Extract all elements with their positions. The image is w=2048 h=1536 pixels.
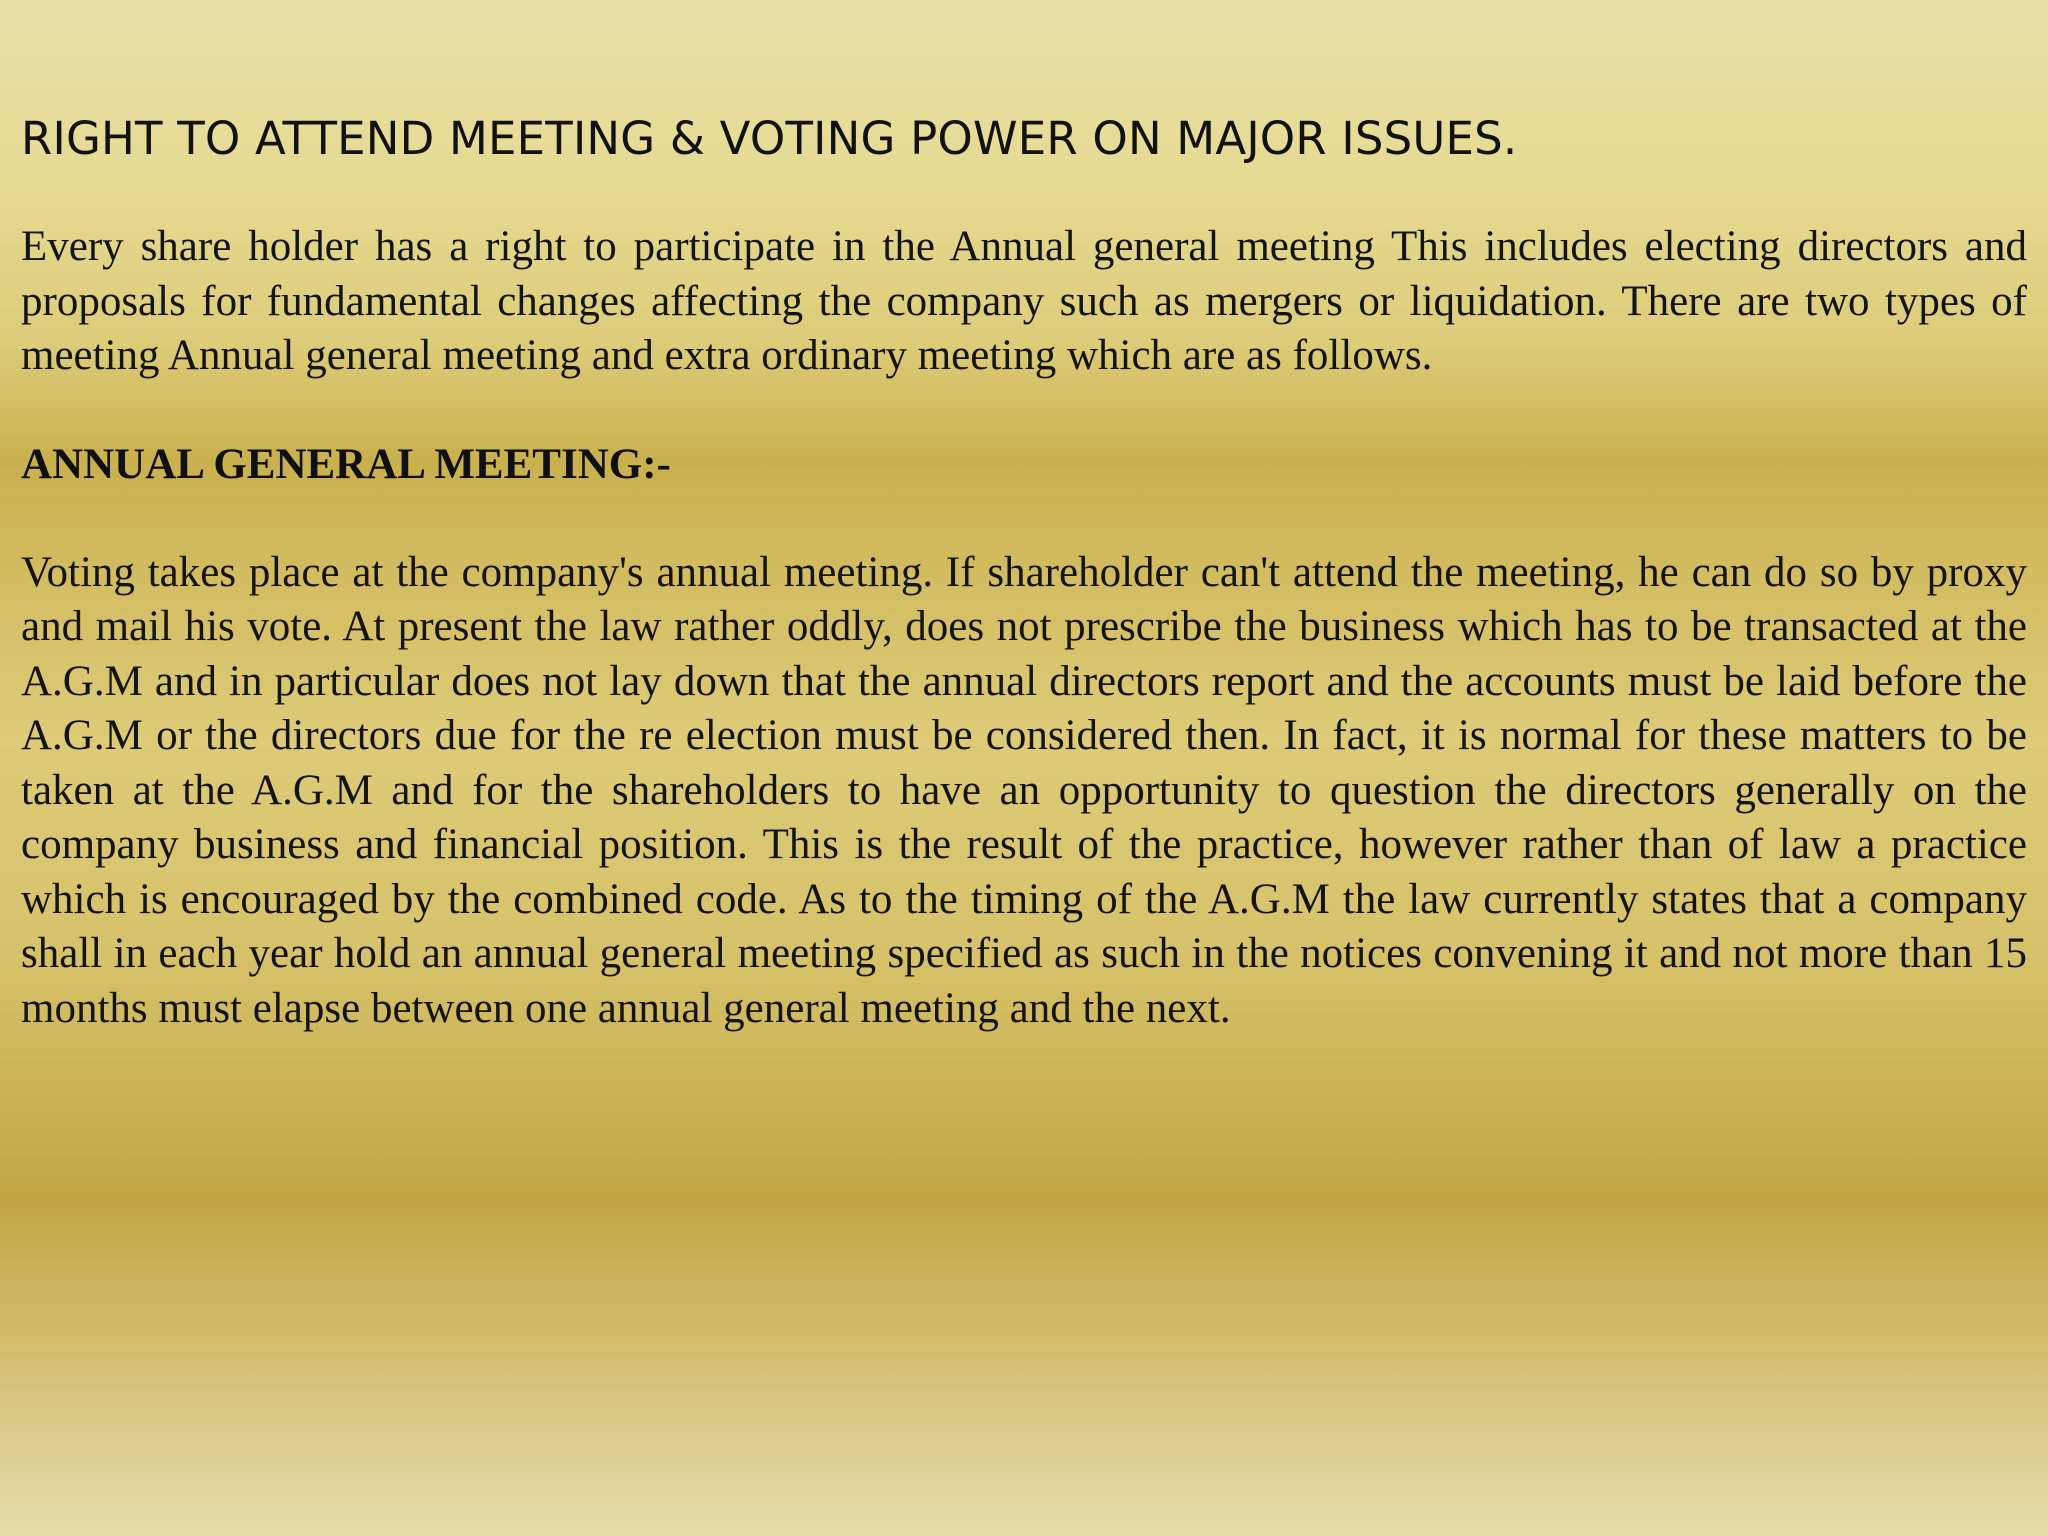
agm-paragraph: Voting takes place at the company's annual meeting. If shareholder can't attend the meeting, he can do so by proxy and mail his vote. At present the law rather oddly, does not prescribe the business which has to be transacted at the A.G.M and in particular does not lay down that the annual directors report and the accounts must be laid before the A.G.M or the directors due for the re election must be considered then. In fact, it is normal for these matters to be taken at the A.G.M and for the shareholders to have an opportunity to question the directors generally on the company business and financial position. This is the result of the practice, however rather than of law a practice which is encouraged by the combined code. As to the timing of the A.G.M the law currently states that a company shall in each year hold an annual general meeting specified as such in the notices convening it and not more than 15 months must elapse between one annual general meeting and the next.: [21, 548, 2027, 1032]
slide-title: RIGHT TO ATTEND MEETING & VOTING POWER ON MAJOR ISSUES.: [21, 112, 1518, 165]
slide-content: [21, 110, 2027, 1510]
intro-paragraph: Every share holder has a right to participate in the Annual general meeting This includes electing directors and proposals for fundamental changes affecting the company such as mergers or liquidation. There are two types of meeting Annual general meeting and extra ordinary meeting which are as follows.: [21, 223, 2027, 379]
section-heading: ANNUAL GENERAL MEETING:-: [21, 440, 671, 488]
